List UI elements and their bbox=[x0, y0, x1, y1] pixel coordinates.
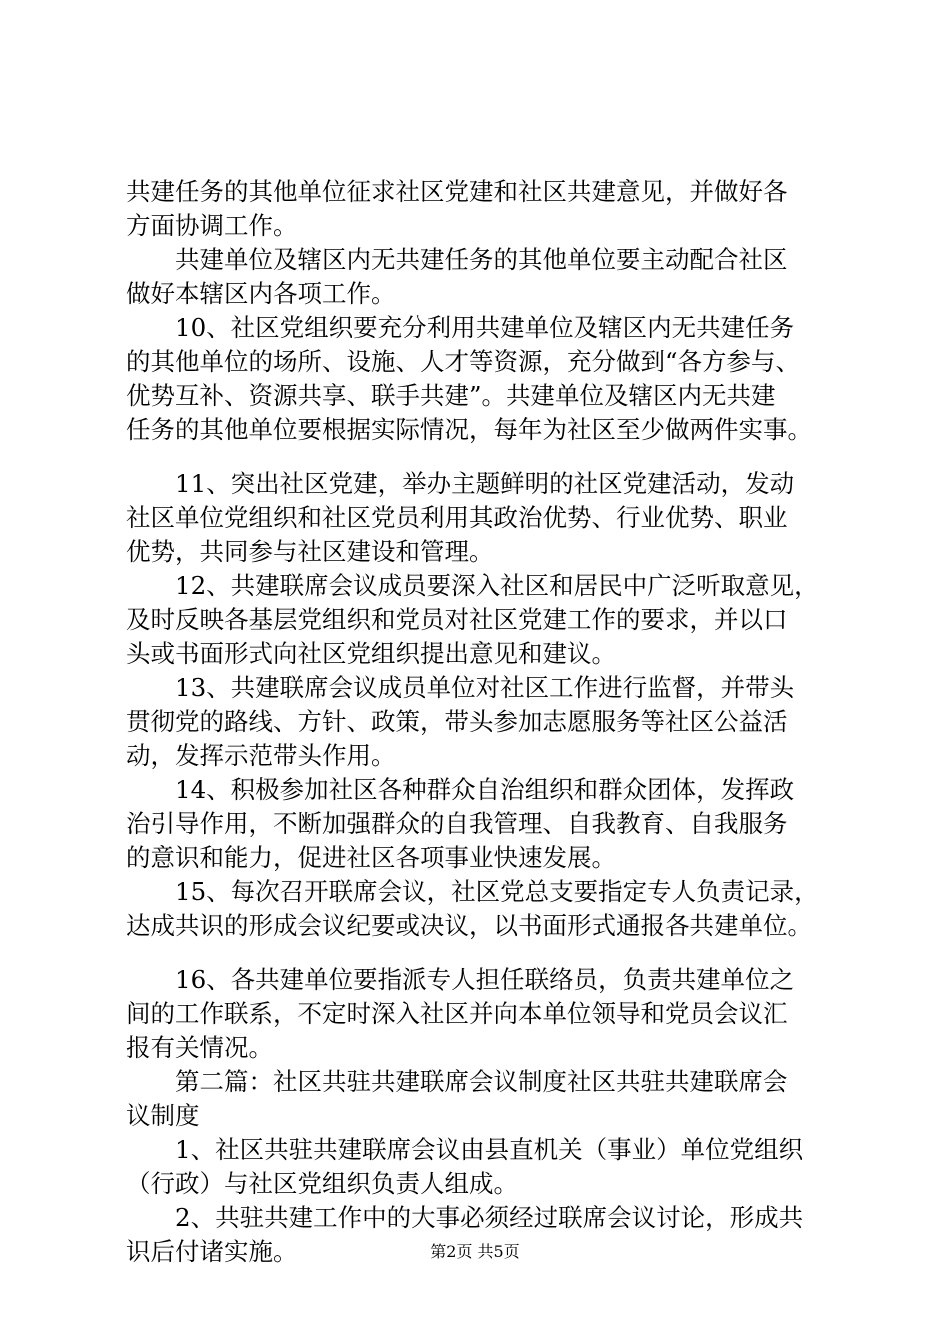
text-line: 贯彻党的路线、方针、政策，带头参加志愿服务等社区公益活 bbox=[126, 707, 788, 736]
text-line: 12、共建联席会议成员要深入社区和居民中广泛听取意见， bbox=[126, 571, 819, 600]
text-line: 第二篇：社区共驻共建联席会议制度社区共驻共建联席会 bbox=[126, 1067, 788, 1096]
text-line: 做好本辖区内各项工作。 bbox=[126, 279, 396, 308]
text-line: 治引导作用，不断加强群众的自我管理、自我教育、自我服务 bbox=[126, 809, 788, 838]
text-line: 报有关情况。 bbox=[126, 1033, 273, 1062]
text-line: 头或书面形式向社区党组织提出意见和建议。 bbox=[126, 639, 616, 668]
text-line: 10、社区党组织要充分利用共建单位及辖区内无共建任务 bbox=[126, 313, 795, 342]
text-line: 及时反映各基层党组织和党员对社区党建工作的要求，并以口 bbox=[126, 605, 788, 634]
text-line: 15、每次召开联席会议，社区党总支要指定专人负责记录， bbox=[126, 877, 819, 906]
text-line: 2、共驻共建工作中的大事必须经过联席会议讨论，形成共 bbox=[126, 1203, 804, 1232]
text-line: 共建任务的其他单位征求社区党建和社区共建意见，并做好各 bbox=[126, 177, 788, 206]
text-line: 优势互补、资源共享、联手共建”。共建单位及辖区内无共建 bbox=[126, 381, 776, 410]
text-line: 达成共识的形成会议纪要或决议，以书面形式通报各共建单位。 bbox=[126, 911, 812, 940]
text-line: 优势，共同参与社区建设和管理。 bbox=[126, 537, 494, 566]
text-line: 议制度 bbox=[126, 1101, 200, 1130]
text-line: 11、突出社区党建，举办主题鲜明的社区党建活动，发动 bbox=[126, 469, 795, 498]
text-line: 社区单位党组织和社区党员利用其政治优势、行业优势、职业 bbox=[126, 503, 788, 532]
text-line: 间的工作联系，不定时深入社区并向本单位领导和党员会议汇 bbox=[126, 999, 788, 1028]
text-line: 识后付诸实施。 bbox=[126, 1237, 298, 1266]
page-number-footer: 第2页 共5页 bbox=[430, 1242, 520, 1261]
text-line: 13、共建联席会议成员单位对社区工作进行监督，并带头 bbox=[126, 673, 795, 702]
text-line: 的其他单位的场所、设施、人才等资源，充分做到“各方参与、 bbox=[126, 347, 801, 376]
text-line: 共建单位及辖区内无共建任务的其他单位要主动配合社区 bbox=[126, 245, 788, 274]
text-line: 的意识和能力，促进社区各项事业快速发展。 bbox=[126, 843, 616, 872]
text-line: 14、积极参加社区各种群众自治组织和群众团体，发挥政 bbox=[126, 775, 795, 804]
text-line: （行政）与社区党组织负责人组成。 bbox=[126, 1169, 518, 1198]
text-line: 16、各共建单位要指派专人担任联络员，负责共建单位之 bbox=[126, 965, 795, 994]
text-line: 动，发挥示范带头作用。 bbox=[126, 741, 396, 770]
text-line: 1、社区共驻共建联席会议由县直机关（事业）单位党组织 bbox=[126, 1135, 804, 1164]
text-line: 任务的其他单位要根据实际情况，每年为社区至少做两件实事。 bbox=[126, 415, 812, 444]
text-line: 方面协调工作。 bbox=[126, 211, 298, 240]
